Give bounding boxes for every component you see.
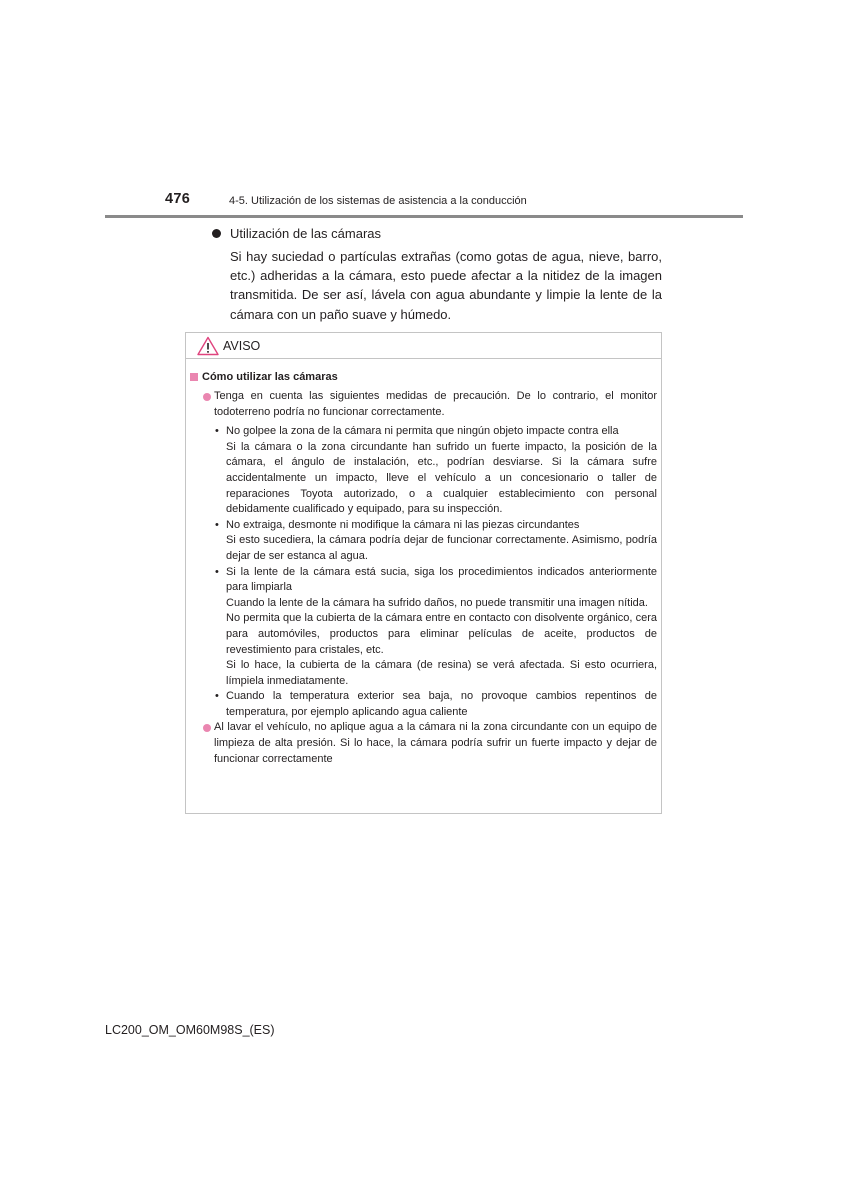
sub-bullet-title: No golpee la zona de la cámara ni permita que ningún objeto impacte contra ella [226, 425, 619, 438]
pink-bullet-icon [203, 393, 211, 401]
sub-bullet-detail: No permita que la cubierta de la cámara entre en contacto con disolvente orgánico, cera para automóviles, productos para eliminar películas de aceite, productos de revestimiento para cristales, etc. [226, 612, 657, 656]
sub-bullet-list [214, 424, 657, 720]
sub-bullet [214, 689, 657, 720]
warning-box [185, 332, 662, 814]
warning-subheading-text: Cómo utilizar las cámaras [202, 371, 338, 383]
sub-bullet-detail: Cuando la lente de la cámara ha sufrido daños, no puede transmitir una imagen nítida. [226, 596, 648, 609]
warning-item-text: Tenga en cuenta las siguientes medidas de precaución. De lo contrario, el monitor todoterreno podría no funcionar correctamente. [214, 390, 657, 418]
topic-section [212, 224, 662, 324]
warning-subheading [190, 370, 657, 384]
warning-item-text: Al lavar el vehículo, no aplique agua a la cámara ni la zona circundante con un equipo de limpieza de alta presión. Si lo hace, la cámara podría sufrir un fuerte impacto y dejar de funcionar correctamente [214, 721, 657, 765]
warning-item [190, 389, 657, 720]
bullet-icon [212, 229, 221, 238]
sub-bullet-detail: Si lo hace, la cubierta de la cámara (de resina) se verá afectada. Si esto ocurriera, límpiela inmediatamente. [226, 659, 657, 687]
warning-triangle-icon [197, 336, 219, 356]
sub-bullet-title: Cuando la temperatura exterior sea baja, no provoque cambios repentinos de temperatura, por ejemplo aplicando agua caliente [226, 690, 657, 718]
small-dot-icon: • [215, 425, 219, 438]
header-rule [105, 215, 743, 218]
warning-item [190, 720, 657, 767]
pink-bullet-icon [203, 724, 211, 732]
topic-heading [212, 224, 662, 242]
warning-content [186, 359, 661, 767]
footer-doc-code: LC200_OM_OM60M98S_(ES) [105, 1023, 275, 1037]
small-dot-icon: • [215, 565, 219, 578]
small-dot-icon: • [215, 518, 219, 531]
section-title: 4-5. Utilización de los sistemas de asistencia a la conducción [229, 195, 527, 207]
page-number: 476 [165, 191, 191, 207]
topic-body: Si hay suciedad o partículas extrañas (como gotas de agua, nieve, barro, etc.) adheridas a la cámara, esto puede afectar a la nitidez de la imagen transmitida. De ser así, lávela con agua abundante y limpie la lente de la cámara con un paño suave y húmedo. [230, 249, 662, 322]
sub-bullet-detail: Si esto sucediera, la cámara podría dejar de funcionar correctamente. Asimismo, podría dejar de ser estanca al agua. [226, 534, 657, 562]
topic-heading-text: Utilización de las cámaras [230, 225, 382, 241]
warning-label: AVISO [223, 338, 261, 353]
sub-bullet [214, 424, 657, 518]
sub-bullet [214, 518, 657, 565]
square-bullet-icon [190, 373, 198, 381]
sub-bullet-title: No extraiga, desmonte ni modifique la cámara ni las piezas circundantes [226, 518, 580, 531]
warning-header [186, 333, 661, 359]
small-dot-icon: • [215, 690, 219, 703]
sub-bullet-detail: Si la cámara o la zona circundante han sufrido un fuerte impacto, la posición de la cámara, el ángulo de instalación, etc., podrían desviarse. Si la cámara sufre accidentalmente un impacto, lleve el vehículo a un concesionario o taller de reparaciones Toyota autorizado, o a cualquier establecimiento con personal debidamente cualificado y equipado, para su inspección. [226, 440, 657, 516]
sub-bullet [214, 565, 657, 690]
sub-bullet-title: Si la lente de la cámara está sucia, siga los procedimientos indicados anteriormente para limpiarla [226, 565, 657, 594]
